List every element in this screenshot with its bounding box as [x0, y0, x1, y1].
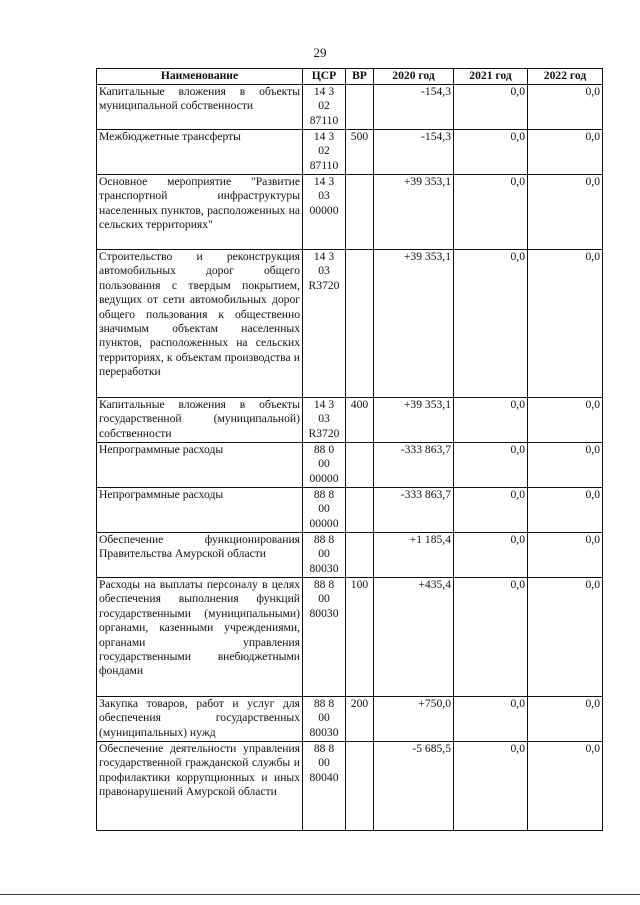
row-2021: 0,0 [454, 130, 528, 175]
table-row [97, 175, 603, 250]
row-name: Закупка товаров, работ и услуг для обеспечения государственных (муниципальных) нужд [97, 697, 303, 742]
header-2021: 2021 год [454, 69, 528, 85]
row-2022: 0,0 [528, 443, 603, 488]
row-name: Основное мероприятие "Развитие транспортной инфраструктуры населенных пунктов, расположенных на сельских территориях" [97, 175, 303, 250]
row-2022: 0,0 [528, 697, 603, 742]
row-vr: 400 [346, 398, 374, 443]
row-2020: -154,3 [374, 130, 454, 175]
table-row [97, 697, 603, 742]
row-2020: +39 353,1 [374, 175, 454, 250]
csr-part: 14 3 [313, 175, 335, 188]
row-2021: 0,0 [454, 85, 528, 130]
row-2022: 0,0 [528, 533, 603, 578]
row-2021: 0,0 [454, 697, 528, 742]
row-csr [303, 697, 346, 742]
csr-part: 00 [318, 592, 330, 606]
csr-part: 00 [318, 502, 330, 516]
row-csr [303, 533, 346, 578]
csr-part: 14 3 [313, 398, 335, 411]
table-row [97, 488, 603, 533]
csr-part: 14 3 [313, 130, 335, 143]
row-vr: 200 [346, 697, 374, 742]
row-2021: 0,0 [454, 488, 528, 533]
row-name: Непрограммные расходы [97, 443, 303, 488]
row-name: Капитальные вложения в объекты государственной (муниципальной) собственности [97, 398, 303, 443]
row-2020: +750,0 [374, 697, 454, 742]
csr-part: 87110 [309, 158, 339, 172]
table-row [97, 250, 603, 398]
table-row [97, 130, 603, 175]
header-csr: ЦСР [303, 69, 346, 85]
csr-part: 00 [318, 457, 330, 471]
page-number: 29 [313, 45, 327, 60]
row-2021: 0,0 [454, 578, 528, 697]
row-csr [303, 85, 346, 130]
row-name: Расходы на выплаты персоналу в целях обеспечения выполнения функций государственными (муниципальными) органами, казенными учреждениями, органами управления государственными внебюджетными фондами [97, 578, 303, 697]
csr-part: 88 8 [313, 742, 335, 755]
row-2022: 0,0 [528, 250, 603, 398]
row-vr [346, 85, 374, 130]
csr-part: 02 [318, 99, 330, 113]
row-csr [303, 250, 346, 398]
row-vr [346, 533, 374, 578]
budget-table [96, 68, 603, 831]
header-row [97, 69, 603, 85]
table-row [97, 533, 603, 578]
row-csr [303, 488, 346, 533]
table-row [97, 578, 603, 697]
csr-part: R3720 [308, 426, 340, 440]
header-vr: ВР [346, 69, 374, 85]
row-name: Капитальные вложения в объекты муниципальной собственности [97, 85, 303, 130]
csr-part: R3720 [308, 278, 340, 292]
row-2022: 0,0 [528, 488, 603, 533]
row-2020: +39 353,1 [374, 398, 454, 443]
row-2022: 0,0 [528, 578, 603, 697]
row-name: Межбюджетные трансферты [97, 130, 303, 175]
row-csr [303, 175, 346, 250]
row-name: Обеспечение функционирования Правительства Амурской области [97, 533, 303, 578]
csr-part: 87110 [309, 113, 339, 127]
row-2020: -154,3 [374, 85, 454, 130]
row-2022: 0,0 [528, 85, 603, 130]
row-2021: 0,0 [454, 533, 528, 578]
row-2021: 0,0 [454, 443, 528, 488]
csr-part: 14 3 [313, 250, 335, 263]
row-csr [303, 742, 346, 831]
row-name: Непрограммные расходы [97, 488, 303, 533]
row-2021: 0,0 [454, 742, 528, 831]
csr-part: 88 8 [313, 697, 335, 710]
csr-part: 00 [318, 711, 330, 725]
table-row [97, 85, 603, 130]
row-2020: -333 863,7 [374, 443, 454, 488]
csr-part: 03 [318, 412, 330, 426]
csr-part: 88 8 [313, 533, 335, 546]
csr-part: 14 3 [313, 85, 335, 98]
header-2020: 2020 год [374, 69, 454, 85]
row-2020: +435,4 [374, 578, 454, 697]
csr-part: 03 [318, 189, 330, 203]
row-name: Строительство и реконструкция автомобильных дорог общего пользования с твердым покрытием, ведущих от сети автомобильных дорог общего пользования к общественно значимым объектам населенных пунктов, расположенных на сельских территориях, к объектам производства и переработки [97, 250, 303, 398]
row-2022: 0,0 [528, 130, 603, 175]
csr-part: 00000 [309, 203, 339, 217]
csr-part: 00 [318, 547, 330, 561]
csr-part: 88 8 [313, 578, 335, 591]
page-bottom-rule [0, 894, 640, 895]
table-row [97, 443, 603, 488]
csr-part: 80040 [309, 770, 339, 784]
row-vr [346, 488, 374, 533]
row-2021: 0,0 [454, 250, 528, 398]
header-2022: 2022 год [528, 69, 603, 85]
row-vr: 100 [346, 578, 374, 697]
row-csr [303, 578, 346, 697]
row-vr [346, 250, 374, 398]
table-row [97, 398, 603, 443]
row-2022: 0,0 [528, 398, 603, 443]
csr-part: 00000 [309, 471, 339, 485]
csr-part: 00000 [309, 516, 339, 530]
csr-part: 80030 [309, 606, 339, 620]
row-vr [346, 443, 374, 488]
row-2020: -333 863,7 [374, 488, 454, 533]
csr-part: 80030 [309, 725, 339, 739]
csr-part: 88 8 [313, 488, 335, 501]
row-2020: +1 185,4 [374, 533, 454, 578]
csr-part: 00 [318, 756, 330, 770]
row-vr [346, 175, 374, 250]
row-vr [346, 742, 374, 831]
row-2021: 0,0 [454, 398, 528, 443]
csr-part: 03 [318, 264, 330, 278]
row-csr [303, 130, 346, 175]
csr-part: 88 0 [313, 443, 335, 456]
row-2022: 0,0 [528, 742, 603, 831]
row-name: Обеспечение деятельности управления государственной гражданской службы и профилактики коррупционных и иных правонарушений Амурской области [97, 742, 303, 831]
row-2021: 0,0 [454, 175, 528, 250]
header-name: Наименование [97, 69, 303, 85]
row-2022: 0,0 [528, 175, 603, 250]
row-csr [303, 398, 346, 443]
table-row [97, 742, 603, 831]
row-csr [303, 443, 346, 488]
csr-part: 80030 [309, 561, 339, 575]
csr-part: 02 [318, 144, 330, 158]
row-2020: -5 685,5 [374, 742, 454, 831]
row-2020: +39 353,1 [374, 250, 454, 398]
row-vr: 500 [346, 130, 374, 175]
